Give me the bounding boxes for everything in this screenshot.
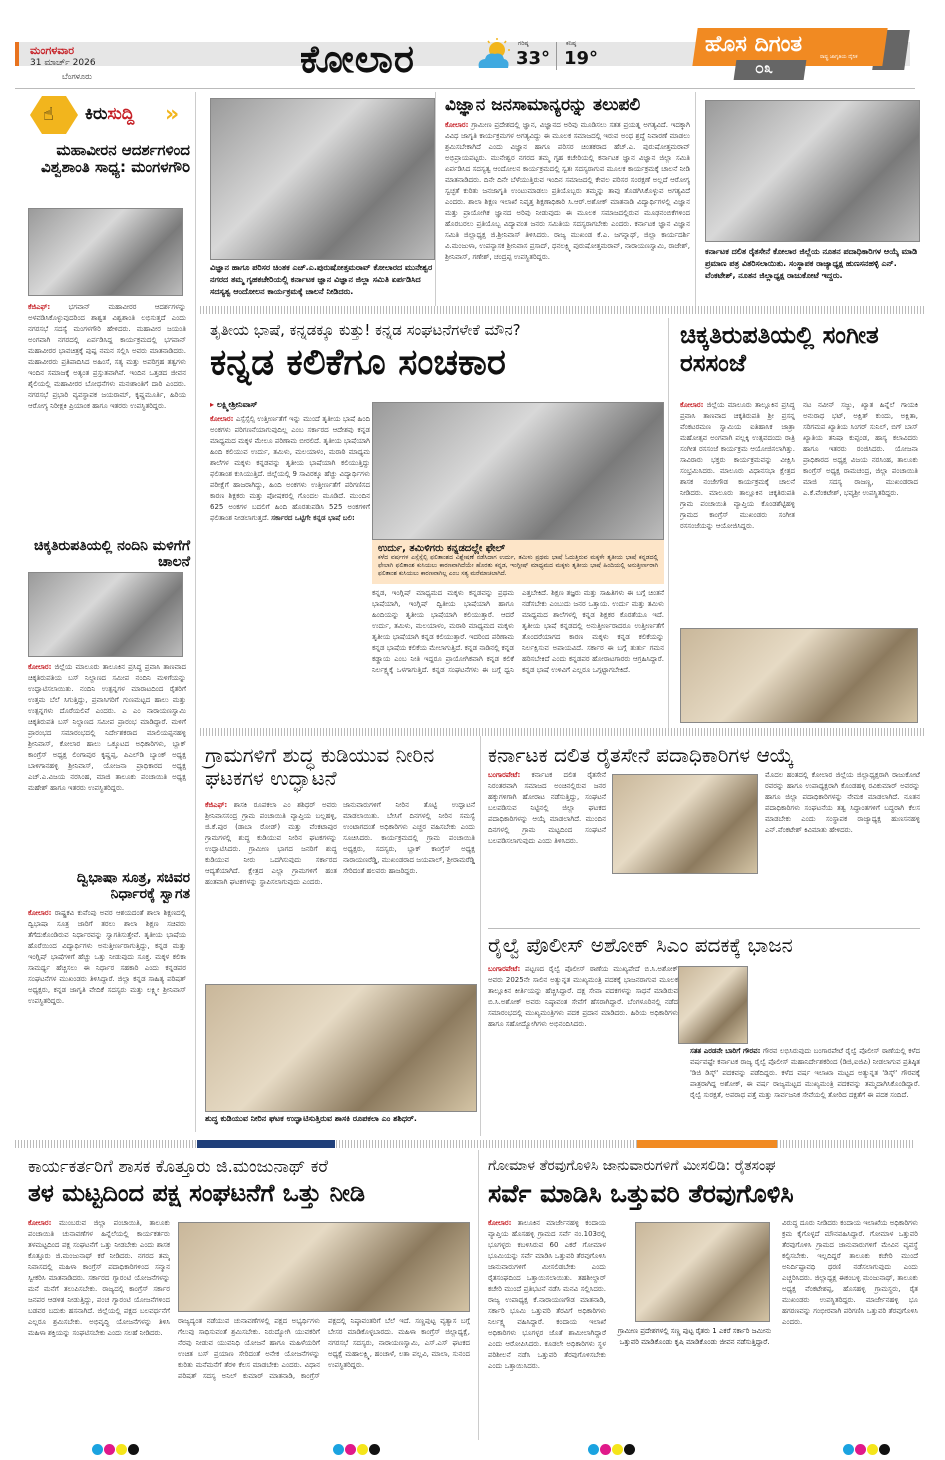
photo-kannada: [372, 402, 664, 540]
column-divider: [435, 92, 436, 312]
subhead: ಸರ್ಕಾರದ ಒಟ್ಟಿಗೇ ಕನ್ನಡ ಭಾಷೆ ಬಲಿ:: [271, 514, 355, 522]
partly-sunny-icon: [475, 38, 511, 72]
photo-vijnana: [210, 98, 435, 260]
article-manjunath-col2: ರಾಜ್ಯದ್ಯಂತ ನಡೆಯುವ ಚುನಾವಣೆಗಳಲ್ಲಿ ಪಕ್ಷದ ಅಭ್ಯರ್ಥಿಗಳು ಗೆಲುವು ಸಾಧಿಸುವಂತೆ ಶ್ರಮಿಸಬೇಕು. ನಿರುದ್ಯೋಗಿ ಯುವಕರಿಗೆ ನೆರವು ನೀಡುವ ಯುವನಿಧಿ ಯೋಜನೆ ಹಾಗೂ ಮಹಿಳೆಯರಿಗೆ ಉಚಿತ ಬಸ್ ಪ್ರಯಾಣ ಸೇರಿದಂತೆ ಅನೇಕ ಯೋಜನೆಗಳನ್ನು ಕುರಿತು ಮನೆಮನೆಗೆ ತೆರಳಿ ಕೆಲಸ ಮಾಡಬೇಕು ಎಂದರು. ವಿಧಾನ ಪರಿಷತ್ ಸದಸ್ಯ ಅನಿಲ್ ಕುಮಾರ್ ಮಾತನಾಡಿ, ಕಾಂಗ್ರೆಸ್ ಪಕ್ಷದಲ್ಲಿ ನಿಷ್ಠಾವಂತರಿಗೆ ಬೆಲೆ ಇದೆ. ಸಣ್ಣಪುಟ್ಟ ವ್ಯತ್ಯಾಸ ಬಗ್ಗೆ ಬೇಸರ ಮಾಡಿಕೊಳ್ಳಬಾರದು. ಮಹಿಳಾ ಕಾಂಗ್ರೆಸ್ ಜಿಲ್ಲಾಧ್ಯಕ್ಷೆ, ನಗರಸಭೆ ಸದಸ್ಯರು, ನಾರಾಯಣಸ್ವಾಮಿ, ಎಸ್.ಎಸ್ ಘಟಕದ ಅಧ್ಯಕ್ಷೆ ಮಹಾಲಕ್ಷ್ಮಿ, ಹಂಚಾಳೆ, ಲತಾ ಪಲ್ಲವಿ, ಮಾಲಾ, ಸುನಂದ ಉಪಸ್ಥಿತರಿದ್ದರು.: [178, 1317, 470, 1380]
registration-dot: [128, 1444, 139, 1455]
article-sangeetha-col1: [680, 400, 795, 622]
byline: [210, 400, 257, 410]
brand-logo: [685, 28, 910, 77]
registration-dot: [92, 1444, 103, 1455]
note-body: ಕಳೆದ ವರ್ಷಗಳ ಎಸ್ಸೆಸ್ಸೆಲ್ಸಿ ಫಲಿತಾಂಶದ ವಿಶ್ಲೇಷಣೆ ನಡೆಸಿದಾಗ ಉರ್ದು, ತಮಿಳು ಪ್ರಥಮ ಭಾಷೆ ಓದುತ್ತಿರುವ ಮಕ್ಕಳೇ ತೃತೀಯ ಭಾಷೆ ಕನ್ನಡದಲ್ಲಿ ಫೇಲಾಗಿ ಫಲಿತಾಂಶ ಕುಸಿಯಲು ಕಾರಣವಾಗಿದೆಯೇ ಹೊರತು ಕನ್ನಡ, ಇಂಗ್ಲೀಷ್ ಮಾಧ್ಯಮದ ಮಕ್ಕಳು ತೃತೀಯ ಭಾಷೆ ಹಿಂದಿಯಲ್ಲಿ ಅನುತ್ತೀರ್ಣರಾಗಿ ಫಲಿತಾಂಶ ಕುಸಿಯಲು ಕಾರಣವಾಗಿಲ್ಲ ಎಂಬ ಸತ್ಯ ಮರೆಮಾಚಲಾಗಿದೆ.: [378, 554, 658, 577]
registration-dot: [600, 1444, 611, 1455]
registration-marks: [333, 1440, 381, 1459]
caption-gomala: ಗ್ರಾಮೀಣ ಪ್ರದೇಶಗಳಲ್ಲಿ ಸಣ್ಣ ಪುಟ್ಟ ರೈತರು 1 ಎಕರೆ ಸರ್ಕಾರಿ ಜಮೀನು ಒತ್ತುವರಿ ಮಾಡಿಕೊಂಡು ಕೃಷಿ ಮಾಡಿಕೊಂಡು ಜೀವನ ನಡೆಸುತ್ತಿದ್ದಾರೆ.: [617, 1327, 772, 1346]
kicker-manjunath: ಕಾರ್ಯಕರ್ತರಿಗೆ ಶಾಸಕ ಕೊತ್ತೂರು ಜಿ.ಮಂಜುನಾಥ್ ಕರೆ: [28, 1157, 329, 1177]
article-body: ಭಗವಾನ್ ಮಹಾವೀರರ ಆದರ್ಶಗಳನ್ನು ಅಳವಡಿಸಿಕೊಳ್ಳುವುದರಿಂದ ಶಾಶ್ವತ ವಿಶ್ವಶಾಂತಿ ಲಭಿಸುತ್ತದೆ ಎಂದು ನಗರಸಭೆ ಸದಸ್ಯೆ ಮಂಗಳಗೌರಿ ಹೇಳಿದರು. ಮಹಾವೀರ ಜಯಂತಿ ಅಂಗವಾಗಿ ನಗರದಲ್ಲಿ ಏರ್ಪಡಿಸಿದ್ದ ಕಾರ್ಯಕ್ರಮದಲ್ಲಿ ಭಗವಾನ್ ಮಹಾವೀರರ ಭಾವಚಿತ್ರಕ್ಕೆ ಪುಷ್ಪ ನಮನ ಸಲ್ಲಿಸಿ ಅವರು ಮಾತನಾಡಿದರು. ಮಹಾವೀರರು ಪ್ರತಿಪಾದಿಸಿದ ಅಹಿಂಸೆ, ಸತ್ಯ ಮತ್ತು ಅಪರಿಗ್ರಹ ತತ್ವಗಳು ಇಂದಿನ ಸಮಾಜಕ್ಕೆ ಅತ್ಯಂತ ಪ್ರಸ್ತುತವಾಗಿವೆ. ಇಂದಿನ ಒತ್ತಡದ ಜೀವನ ಶೈಲಿಯಲ್ಲಿ ಮಹಾವೀರರ ಬೋಧನೆಗಳು ಮನಃಶಾಂತಿಗೆ ದಾರಿ ಎಂದರು. ನಗರಸಭೆ ಪ್ರಭಾರಿ ವ್ಯವಸ್ಥಾಪಕ ಜಯರಾಮ್, ಕೃಷ್ಣಮೂರ್ತಿ, ಹಿರಿಯ ಆರೋಗ್ಯ ನಿರೀಕ್ಷಕಿ ಪ್ರಿಯಾಂಕ ಹಾಗೂ ಇತರರು ಉಪಸ್ಥಿತರಿದ್ದರು.: [28, 303, 186, 410]
caption-dalita: ಕರ್ನಾಟಕ ದಲಿತ ರೈತಸೇನೆ ಕೋಲಾರ ಜಿಲ್ಲೆಯ ನೂತನ ಪದಾಧಿಕಾರಿಗಳ ಆಯ್ಕೆ ಮಾಡಿ ಪ್ರಮಾಣ ಪತ್ರ ವಿತರಿಸಲಾಯಿತು. ಸಂಸ್ಥಾಪಕ ರಾಜ್ಯಾಧ್ಯಕ್ಷ ಹುಣಸನಹಳ್ಳಿ ಎನ್. ವೆಂಕಟೇಶ್, ನೂತನ ಜಿಲ್ಲಾಧ್ಯಕ್ಷ ರಾಜುಕೋಟೆ ಇದ್ದರು.: [705, 247, 918, 280]
page-number: ೦೩: [755, 58, 773, 77]
dateline: ಕೋಲಾರ:: [488, 1219, 512, 1227]
registration-dot: [333, 1444, 344, 1455]
photo-ashok-portrait: [678, 966, 748, 1044]
article-dalita-col2: ಮೊದಲ ಹಂತದಲ್ಲಿ ಕೋಲಾರ ಜಿಲ್ಲೆಯ ಜಿಲ್ಲಾಧ್ಯಕ್ಷರಾಗಿ ರಾಜುಕೋಟೆ ರವರನ್ನು ಹಾಗೂ ಉಪಾಧ್ಯಕ್ಷರಾಗಿ ಕೊಂಡಹಳ್ಳಿ ರವಿಕುಮಾರ್ ಅವರನ್ನು ಹಾಗೂ ಜಿಲ್ಲಾ ಪದಾಧಿಕಾರಿಗಳನ್ನು ನೇಮಕ ಮಾಡಲಾಗಿದೆ. ನೂತನ ಪದಾಧಿಕಾರಿಗಳು ಸಂಘಟನೆಯ ತತ್ವ ಸಿದ್ಧಾಂತಗಳಿಗೆ ಬದ್ಧರಾಗಿ ಕೆಲಸ ಮಾಡಬೇಕು ಎಂದು ಸಂಸ್ಥಾಪಕ ರಾಜ್ಯಾಧ್ಯಕ್ಷ ಹುಣಸನಹಳ್ಳಿ ಎನ್.ವೆಂಕಟೇಶ್ ಕಿವಿಮಾತು ಹೇಳಿದರು.: [765, 771, 920, 834]
brand-name: ಹೊಸ ದಿಗಂತ: [705, 32, 803, 57]
registration-marks: [92, 1440, 140, 1459]
subhead: ಸತತ ಎರಡನೇ ಬಾರಿಗೆ ಗೌರವ:: [690, 1047, 761, 1055]
article-nirina-col2: ಜಾನುವಾರುಗಳಿಗೆ ನೀರಿನ ತೊಟ್ಟಿ ಉದ್ಘಾಟನೆ ಮಾಡಲಾಯಿತು. ಬೇಸಿಗೆ ದಿನಗಳಲ್ಲಿ ನೀರಿನ ಸಮಸ್ಯೆ ಉಂಟಾಗದಂತೆ ಅಧಿಕಾರಿಗಳು ಎಚ್ಚರ ವಹಿಸಬೇಕು ಎಂದು ಸೂಚಿಸಿದರು. ಕಾರ್ಯಕ್ರಮದಲ್ಲಿ ಗ್ರಾಮ ಪಂಚಾಯಿತಿ ಅಧ್ಯಕ್ಷರು, ಸದಸ್ಯರು, ಬ್ಲಾಕ್ ಕಾಂಗ್ರೆಸ್ ಅಧ್ಯಕ್ಷ ನಾರಾಯಣರೆಡ್ಡಿ, ಮುಖಂಡರಾದ ಜಯಪಾಲ್, ಶ್ರೀರಾಮರೆಡ್ಡಿ ಸೇರಿದಂತೆ ಹಲವರು ಹಾಜರಿದ್ದರು.: [343, 801, 475, 875]
article-dvibhasha: [28, 908, 186, 1138]
temp-divider: [556, 42, 557, 70]
dateline: ಬಂಗಾರಪೇಟೆ:: [488, 965, 521, 973]
article-mahaveera: [28, 302, 186, 502]
article-body: ಜಿಲ್ಲೆಯ ಮಾಲೂರು ತಾಲೂಕಿನ ಪ್ರಸಿದ್ಧ ಪ್ರವಾಸಿ ತಾಣವಾದ ಚಿಕ್ಕತಿರುಪತಿಯ ಬಸ್ ನಿಲ್ದಾಣದ ಸಮೀಪ ನಂದಿನಿ ಮಳಿಗೆಯನ್ನು ಉದ್ಘಾಟಿಸಲಾಯಿತು. ನಂದಿನಿ ಉತ್ಪನ್ನಗಳ ಮಾರಾಟದಿಂದ ರೈತರಿಗೆ ಉತ್ತಮ ಬೆಲೆ ಸಿಗುತ್ತಿದ್ದು, ಪ್ರವಾಸಿಗರಿಗೆ ಗುಣಮಟ್ಟದ ಹಾಲು ಮತ್ತು ಉತ್ಪನ್ನಗಳು ದೊರೆಯಲಿವೆ ಎಂದರು. ಎ ಎಂ ನಾರಾಯಣಸ್ವಾಮಿ ಚಿಕ್ಕತಿರುಪತಿ ಬಸ್ ನಿಲ್ದಾಣದ ಸಮೀಪ ಪ್ರಾರಂಭ ಮಾಡಿದ್ದಾರೆ. ಮಳಿಗೆ ಪ್ರಾರಂಭದ ಸಮಾರಂಭದಲ್ಲಿ ನಿರ್ದೇಶಕರಾದ ಮಾಲಿಯಪ್ಪನಹಳ್ಳಿ ಶ್ರೀನಿವಾಸ್, ಕೋಲಾರ ಹಾಲು ಒಕ್ಕೂಟದ ಅಧಿಕಾರಿಗಳು, ಬ್ಲಾಕ್ ಕಾಂಗ್ರೆಸ್ ಅಧ್ಯಕ್ಷ ಲಿಂಗಾಪುರ ಕೃಷ್ಣಪ್ಪ, ಪಿಎಲ್‌ಡಿ ಬ್ಯಾಂಕ್ ಅಧ್ಯಕ್ಷ ಬಾಳಿಗಾನಹಳ್ಳಿ ಶ್ರೀನಿವಾಸ್, ಯೋಜನಾ ಪ್ರಾಧಿಕಾರದ ಅಧ್ಯಕ್ಷ ಎಚ್.ಎ.ವಿಜಯ ನರಸಿಂಹ, ಮಾಜಿ ತಾಲೂಕು ಪಂಚಾಯಿತಿ ಅಧ್ಯಕ್ಷ ಮಹೇಶ್ ಹಾಗೂ ಇತರರು ಉಪಸ್ಥಿತರಿದ್ದರು.: [28, 663, 186, 792]
article-kannada-col1: [210, 414, 370, 724]
color-bar-orange: [637, 1140, 777, 1148]
section-divider: [15, 1140, 915, 1148]
photo-nirina: [205, 984, 477, 1112]
headline-kannada: ಕನ್ನಡ ಕಲಿಕೆಗೂ ಸಂಚಕಾರ: [210, 342, 506, 383]
page-title: ಕೋಲಾರ: [300, 36, 415, 81]
dateline: ಕೋಲಾರ:: [28, 909, 52, 917]
column-divider: [668, 318, 669, 728]
dateline: ಕೋಲಾರ:: [210, 415, 234, 423]
photo-dalita-group: [612, 774, 758, 874]
article-body: ರಾಷ್ಟ್ರಕವಿ ಕುವೆಂಪು ಅವರ ಆಶಯದಂತೆ ಶಾಲಾ ಶಿಕ್ಷಣದಲ್ಲಿ ದ್ವಿಭಾಷಾ ಸೂತ್ರ ಜಾರಿಗೆ ತರಲು ಶಾಲಾ ಶಿಕ್ಷಣ ಸಚಿವರು ತೆಗೆದುಕೊಂಡಿರುವ ನಿರ್ಧಾರವನ್ನು ಸ್ವಾಗತಿಸುತ್ತೇವೆ. ತೃತೀಯ ಭಾಷೆಯ ಹೊರೆಯಿಂದ ವಿದ್ಯಾರ್ಥಿಗಳು ಅನುತ್ತೀರ್ಣರಾಗುತ್ತಿದ್ದು, ಕನ್ನಡ ಮತ್ತು ಇಂಗ್ಲಿಷ್ ಭಾಷೆಗಳಿಗೆ ಹೆಚ್ಚು ಒತ್ತು ನೀಡುವುದು ಸೂಕ್ತ. ಮಕ್ಕಳ ಕಲಿಕಾ ಸಾಮರ್ಥ್ಯ ಹೆಚ್ಚಿಸಲು ಈ ನಿರ್ಧಾರ ಸಹಕಾರಿ ಎಂದು ಕನ್ನಡಪರ ಸಂಘಟನೆಗಳ ಮುಖಂಡರು ತಿಳಿಸಿದ್ದಾರೆ. ಜಿಲ್ಲಾ ಕನ್ನಡ ಸಾಹಿತ್ಯ ಪರಿಷತ್ ಅಧ್ಯಕ್ಷರು, ಕನ್ನಡ ಜಾಗೃತಿ ವೇದಿಕೆ ಸದಸ್ಯರು ಮತ್ತು ಲಕ್ಷ್ಮೀ ಶ್ರೀನಿವಾಸ್ ಉಪಸ್ಥಿತರಿದ್ದರು.: [28, 909, 186, 1005]
column-divider: [480, 736, 481, 1136]
edition-city: ಬೆಂಗಳೂರು: [62, 72, 92, 81]
article-body: ಪಟ್ಟಣದ ರೈಲ್ವೆ ಪೊಲೀಸ್ ಠಾಣೆಯ ಮುಖ್ಯಪೇದೆ ಬಿ.ಸಿ.ಅಶೋಕ್ ಅವರು 2025ನೇ ಸಾಲಿನ ಅತ್ಯುನ್ನತ ಮುಖ್ಯಮಂತ್ರಿ ಪದಕಕ್ಕೆ ಭಾಜನರಾಗುವ ಮೂಲಕ ತಾಲ್ಲೂಕಿನ ಕೀರ್ತಿಯನ್ನು ಹೆಚ್ಚಿಸಿದ್ದಾರೆ. ದಕ್ಷ ಸೇವಾ ಪದಕಗಳನ್ನು ಸಾಧನೆ ಮಾಡಿರುವ ಬಿ.ಸಿ.ಅಶೋಕ್ ಅವರು ನಿಷ್ಠಾವಂತ ಸೇವೆಗೆ ಹೆಸರಾಗಿದ್ದಾರೆ. ಬೆಂಗಳೂರಿನಲ್ಲಿ ನಡೆದ ಸಮಾರಂಭದಲ್ಲಿ ಮುಖ್ಯಮಂತ್ರಿಗಳು ಪದಕ ಪ್ರದಾನ ಮಾಡಿದರು. ಹಿರಿಯ ಅಧಿಕಾರಿಗಳು ಹಾಗೂ ಸಹೋದ್ಯೋಗಿಗಳು ಅಭಿನಂದಿಸಿದರು.: [488, 965, 678, 1028]
temp-max-label: ಗರಿಷ್ಠ: [518, 40, 529, 47]
headline-mahaveera: ಮಹಾವೀರನ ಆದರ್ಶಗಳಿಂದ ವಿಶ್ವಶಾಂತಿ ಸಾಧ್ಯ: ಮಂಗಳಗೌರಿ: [41, 141, 190, 177]
photo-mahaveera: [28, 208, 183, 296]
article-body: ಜಿಲ್ಲೆಯ ಮಾಲೂರು ತಾಲ್ಲೂಕಿನ ಪ್ರಸಿದ್ಧ ಪ್ರವಾಸಿ ತಾಣವಾದ ಚಿಕ್ಕತಿರುಪತಿ ಶ್ರೀ ಪ್ರಸನ್ನ ವೆಂಕಟರಮಣ ಸ್ವಾಮಿಯ ಐತಿಹಾಸಿಕ ಜಾತ್ರಾ ಮಹೋತ್ಸವ ಅಂಗವಾಗಿ ಪಲ್ಲಕ್ಕಿ ಉತ್ಸವದಂದು ರಾತ್ರಿ ಸಂಗೀತ ರಸಸಂಜೆ ಕಾರ್ಯಕ್ರಮ ಆಯೋಜಿಸಲಾಗಿತ್ತು. ಸಾವಿರಾರು ಭಕ್ತರು ಕಾರ್ಯಕ್ರಮವನ್ನು ವೀಕ್ಷಿಸಿ ಸಂಭ್ರಮಿಸಿದರು. ಮಾಲೂರು ವಿಧಾನಸಭಾ ಕ್ಷೇತ್ರದ ಶಾಸಕ ನಂಜೇಗೌಡ ಕಾರ್ಯಕ್ರಮಕ್ಕೆ ಚಾಲನೆ ನೀಡಿದರು. ಮಾಲೂರು ತಾಲ್ಲೂಕಿನ ಚಿಕ್ಕತಿರುಪತಿ ಗ್ರಾಮ ಪಂಚಾಯಿತಿ ವ್ಯಾಪ್ತಿಯ ಕೊಂಡಶೆಟ್ಟಿಹಳ್ಳಿ ಗ್ರಾಮದ ಕಾಂಗ್ರೆಸ್ ಮುಖಂಡರು ಸಂಗೀತ ರಸಸಂಜೆಯನ್ನು ಆಯೋಜಿಸಿದ್ದರು.: [680, 401, 795, 530]
article-nandini: [28, 662, 186, 862]
kicker-gomala: ಗೋಮಾಳ ತೆರವುಗೊಳಿಸಿ ಜಾನುವಾರುಗಳಿಗೆ ಮೀಸಲಿಡಿ: ರೈತಸಂಘ: [488, 1158, 776, 1174]
article-body: ಕರ್ನಾಟಕ ದಲಿತ ರೈತಸೇನೆ ನಿರಂತರವಾಗಿ ಸಮಾಜದ ಅಂಚಿನಲ್ಲಿರುವ ಜನರ ಹಕ್ಕುಗಳಿಗಾಗಿ ಹೋರಾಟ ನಡೆಸುತ್ತಿದ್ದು, ಸಂಘಟನೆ ಬಲಪಡಿಸುವ ನಿಟ್ಟಿನಲ್ಲಿ ಜಿಲ್ಲಾ ಘಟಕದ ಪದಾಧಿಕಾರಿಗಳನ್ನು ಆಯ್ಕೆ ಮಾಡಲಾಗಿದೆ. ಮುಂದಿನ ದಿನಗಳಲ್ಲಿ ಗ್ರಾಮ ಮಟ್ಟದಿಂದ ಸಂಘಟನೆ ಬಲಪಡಿಸಲಾಗುವುದು ಎಂದು ತಿಳಿಸಿದರು.: [488, 771, 606, 845]
registration-dot: [624, 1444, 635, 1455]
kicker-kannada: ತೃತೀಯ ಭಾಷೆ, ಕನ್ನಡಕ್ಕೂ ಕುತ್ತು! ಕನ್ನಡ ಸಂಘಟನೆಗಳೇಕೆ ಮೌನ?: [210, 321, 521, 339]
registration-dot: [357, 1444, 368, 1455]
pinch-hand-icon: ☝: [43, 104, 54, 125]
temp-max: 33°: [516, 48, 551, 69]
byline-name: ಲಕ್ಷ್ಮೀಶ್ರೀನಿವಾಸ್: [216, 400, 258, 409]
header-rule: [15, 88, 915, 89]
caption-vijnana: ವಿಜ್ಞಾನ ಹಾಗೂ ಪರಿಸರ ಚಿಂತಕ ಎಚ್.ಎ.ಪುರುಷೋತ್ತಮರಾವ್ ಕೋಲಾರದ ಮುನೇಶ್ವರ ನಗರದ ತಮ್ಮ ಗೃಹಕಚೇರಿಯಲ್ಲಿ ಕರ್ನಾಟಕ ಜ್ಞಾನ ವಿಜ್ಞಾನ ಜಿಲ್ಲಾ ಸಮಿತಿ ಏರ್ಪಡಿಸಿದ ಸದಸ್ಯತ್ವ ಆಂದೋಲನ ಕಾರ್ಯಕ್ರಮಕ್ಕೆ ಚಾಲನೆ ನೀಡಿದರು.: [210, 263, 433, 296]
article-kannada-col2: ಕನ್ನಡ, ಇಂಗ್ಲಿಷ್ ಮಾಧ್ಯಮದ ಮಕ್ಕಳು ಕನ್ನಡವನ್ನು ಪ್ರಥಮ ಭಾಷೆಯಾಗಿ, ಇಂಗ್ಲಿಷ್ ದ್ವಿತೀಯ ಭಾಷೆಯಾಗಿ ಹಾಗೂ ಹಿಂದಿಯನ್ನು ತೃತೀಯ ಭಾಷೆಯಾಗಿ ಕಲಿಯುತ್ತಾರೆ. ಆದರೆ ಉರ್ದು, ತಮಿಳು, ಮಲಯಾಳಂ, ಮರಾಠಿ ಮಾಧ್ಯಮದ ಮಕ್ಕಳು ತೃತೀಯ ಭಾಷೆಯಾಗಿ ಕನ್ನಡ ಕಲಿಯುತ್ತಾರೆ. ಇದರಿಂದ ಪರಿಣಾಮ ಕನ್ನಡ ಭಾಷೆಯ ಕಲಿಕೆಯ ಮೇಲಾಗುತ್ತಿದೆ. ಕನ್ನಡ ನಾಡಿನಲ್ಲಿ ಕನ್ನಡ ಕಡ್ಡಾಯ ಎಂಬ ನೀತಿ ಇದ್ದರೂ ಪ್ರಾಯೋಗಿಕವಾಗಿ ಕನ್ನಡ ಕಲಿಕೆ ನಿರ್ಲಕ್ಷ್ಯಕ್ಕೆ ಒಳಗಾಗುತ್ತಿದೆ. ಕನ್ನಡ ಸಂಘಟನೆಗಳು ಈ ಬಗ್ಗೆ ಧ್ವನಿ ಎತ್ತಬೇಕಿದೆ. ಶಿಕ್ಷಣ ತಜ್ಞರು ಮತ್ತು ಸಾಹಿತಿಗಳು ಈ ಬಗ್ಗೆ ಚಿಂತನೆ ನಡೆಸಬೇಕು ಎಂಬುದು ಜನರ ಒತ್ತಾಯ. ಉರ್ದು ಮತ್ತು ತಮಿಳು ಮಾಧ್ಯಮದ ಶಾಲೆಗಳಲ್ಲಿ ಕನ್ನಡ ಶಿಕ್ಷಕರ ಕೊರತೆಯೂ ಇದೆ. ತೃತೀಯ ಭಾಷೆ ಕನ್ನಡದಲ್ಲಿ ಅನುತ್ತೀರ್ಣರಾದರೂ ಉತ್ತೀರ್ಣತೆಗೆ ತೊಂದರೆಯಾಗದ ಕಾರಣ ಮಕ್ಕಳು ಕನ್ನಡ ಕಲಿಕೆಯನ್ನು ನಿರ್ಲಕ್ಷಿಸುವ ಅಪಾಯವಿದೆ. ಸರ್ಕಾರ ಈ ಬಗ್ಗೆ ತುರ್ತು ಗಮನ ಹರಿಸಬೇಕಿದೆ ಎಂದು ಕನ್ನಡಪರ ಹೋರಾಟಗಾರರು ಆಗ್ರಹಿಸಿದ್ದಾರೆ. ಕನ್ನಡ ಭಾಷೆ ಉಳಿವಿಗೆ ಎಲ್ಲರೂ ಒಗ್ಗಟ್ಟಾಗಬೇಕಿದೆ.: [372, 589, 664, 674]
note-headline: ಉರ್ದು, ತಮಿಳಿಗರು ಕನ್ನಡದಲ್ಲೇ ಫೇಲ್: [378, 543, 506, 554]
masthead-accent: [15, 42, 19, 66]
registration-dot: [867, 1444, 878, 1455]
note-box: [372, 540, 664, 584]
article-dalita-col1: [488, 770, 606, 910]
dateline: ಕೋಲಾರ:: [680, 401, 704, 409]
headline-gomala: ಸರ್ವೆ ಮಾಡಿಸಿ ಒತ್ತುವರಿ ತೆರವುಗೊಳಿಸಿ: [488, 1179, 794, 1208]
headline-sangeetha: ಚಿಕ್ಕತಿರುಪತಿಯಲ್ಲಿ ಸಂಗೀತ ರಸಸಂಜೆ: [680, 321, 879, 377]
headline-dalita: ಕರ್ನಾಟಕ ದಲಿತ ರೈತಸೇನೆ ಪದಾಧಿಕಾರಿಗಳ ಆಯ್ಕೆ: [488, 743, 794, 767]
headline-nirina: ಗ್ರಾಮಗಳಿಗೆ ಶುದ್ಧ ಕುಡಿಯುವ ನೀರಿನ ಘಟಕಗಳ ಉದ್ಘಾಟನೆ: [205, 743, 435, 790]
dateline: ಕೋಲಾರ:: [445, 121, 469, 129]
headline-dvibhasha: ದ್ವಿಭಾಷಾ ಸೂತ್ರ, ಸಚಿವರ ನಿರ್ಧಾರಕ್ಕೆ ಸ್ವಾಗತ: [76, 870, 190, 903]
article-body: ಮುಂಬರುವ ಜಿಲ್ಲಾ ಪಂಚಾಯಿತಿ, ತಾಲೂಕು ಪಂಚಾಯಿತಿ ಚುನಾವಣೆಗಳ ಹಿನ್ನೆಲೆಯಲ್ಲಿ ಕಾರ್ಯಕರ್ತರು ತಳಮಟ್ಟದಿಂದ ಪಕ್ಷ ಸಂಘಟನೆಗೆ ಒತ್ತು ನೀಡಬೇಕು ಎಂದು ಶಾಸಕ ಕೊತ್ತೂರು ಜಿ.ಮಂಜುನಾಥ್ ಕರೆ ನೀಡಿದರು. ನಗರದ ತಮ್ಮ ನಿವಾಸದಲ್ಲಿ ಮಹಿಳಾ ಕಾಂಗ್ರೆಸ್ ಪದಾಧಿಕಾರಿಗಳಿಂದ ಸನ್ಮಾನ ಸ್ವೀಕರಿಸಿ ಮಾತನಾಡಿದರು. ಸರ್ಕಾರದ ಗ್ಯಾರಂಟಿ ಯೋಜನೆಗಳನ್ನು ಮನೆ ಮನೆಗೆ ತಲುಪಿಸಬೇಕು. ರಾಜ್ಯದಲ್ಲಿ ಕಾಂಗ್ರೆಸ್ ಸರ್ಕಾರ ಜನಪರ ಆಡಳಿತ ನೀಡುತ್ತಿದ್ದು, ಪಂಚ ಗ್ಯಾರಂಟಿ ಯೋಜನೆಗಳಿಂದ ಬಡವರ ಬದುಕು ಹಸನಾಗಿದೆ. ಜಿಲ್ಲೆಯಲ್ಲಿ ಪಕ್ಷದ ಬಲವರ್ಧನೆಗೆ ಎಲ್ಲರೂ ಶ್ರಮಿಸಬೇಕು. ಅಭಿವೃದ್ಧಿ ಯೋಜನೆಗಳನ್ನು ತಿಳಿಸಿ ಮಹಿಳಾ ಶಕ್ತಿಯನ್ನು ಸಂಘಟಿಸಬೇಕು ಎಂದು ಸಲಹೆ ನೀಡಿದರು.: [28, 1219, 170, 1337]
color-bar-blue: [197, 1140, 335, 1148]
article-gomala-col2: ವಿರುದ್ಧ ದೂರು ನೀಡಿದರು ಕಂದಾಯ ಇಲಾಖೆಯ ಅಧಿಕಾರಿಗಳು ಕ್ರಮ ಕೈಗೊಳ್ಳದೆ ಮೌನವಹಿಸಿದ್ದಾರೆ. ಗೋಮಾಳ ಒತ್ತುವರಿ ತೆರವುಗೊಳಿಸಿ ಗ್ರಾಮದ ಜಾನುವಾರುಗಳಿಗೆ ಮೇವಿನ ವ್ಯವಸ್ಥೆ ಕಲ್ಪಿಸಬೇಕು. ಇಲ್ಲದಿದ್ದರೆ ತಾಲೂಕು ಕಚೇರಿ ಮುಂದೆ ಅನಿರ್ದಿಷ್ಟಾವಧಿ ಧರಣಿ ನಡೆಸಲಾಗುವುದು ಎಂದು ಎಚ್ಚರಿಸಿದರು. ಜಿಲ್ಲಾಧ್ಯಕ್ಷ ಈಕಂಬಳ್ಳಿ ಮಂಜುನಾಥ್, ತಾಲೂಕು ಅಧ್ಯಕ್ಷ ವೆಂಕಟೇಶಪ್ಪ, ಹೊಸಹಳ್ಳಿ ಗ್ರಾಮಸ್ಥರು, ರೈತ ಮುಖಂಡರು ಉಪಸ್ಥಿತರಿದ್ದರು. ಮಾರ್ಜೇನಹಳ್ಳಿ ಭೂ ಹಗರಣವನ್ನು ಗಂಭೀರವಾಗಿ ಪರಿಗಣಿಸಿ ಒತ್ತುವರಿ ತೆರವುಗೊಳಿಸಿ ಎಂದರು.: [782, 1219, 918, 1326]
dateline: ಕೋಲಾರ:: [28, 663, 52, 671]
registration-dot: [345, 1444, 356, 1455]
registration-marks: [843, 1440, 891, 1459]
issue-day: ಮಂಗಳವಾರ: [30, 44, 75, 57]
dateline: ಕೆಜಿಎಫ್:: [28, 303, 51, 311]
registration-dot: [879, 1444, 890, 1455]
kirusuddi-label-b: ಸುದ್ದಿ: [107, 104, 135, 124]
registration-dot: [843, 1444, 854, 1455]
article-body: ಎಸ್ಸೆಸ್ಸೆಲ್ಸಿ ಉತ್ತೀರ್ಣತೆಗೆ ಇನ್ನು ಮುಂದೆ ತೃತೀಯ ಭಾಷೆ ಹಿಂದಿ ಅಂಕಗಳು ಪರಿಗಣನೆಯಾಗುವುದಿಲ್ಲ ಎಂಬ ಸರ್ಕಾರದ ಆದೇಶವು ಕನ್ನಡ ಮಾಧ್ಯಮದ ಮಕ್ಕಳ ಮೇಲೂ ಪರಿಣಾಮ ಬೀರಲಿದೆ. ತೃತೀಯ ಭಾಷೆಯಾಗಿ ಹಿಂದಿ ಕಲಿಯುವ ಉರ್ದು, ತಮಿಳು, ಮಲಯಾಳಂ, ಮರಾಠಿ ಮಾಧ್ಯಮ ಶಾಲೆಗಳ ಮಕ್ಕಳು ಕನ್ನಡವನ್ನು ತೃತೀಯ ಭಾಷೆಯಾಗಿ ಕಲಿಯುತ್ತಿದ್ದು ಫಲಿತಾಂಶ ಕುಸಿಯುತ್ತಿದೆ. ಜಿಲ್ಲೆಯಲ್ಲಿ 9 ಸಾವಿರಕ್ಕೂ ಹೆಚ್ಚು ವಿದ್ಯಾರ್ಥಿಗಳು ಪರೀಕ್ಷೆಗೆ ಹಾಜರಾಗಿದ್ದು, ಹಿಂದಿ ಅಂಕಗಳು ಉತ್ತೀರ್ಣತೆಗೆ ಪರಿಗಣಿಸದ ಕಾರಣ ಶಿಕ್ಷಕರು ಮತ್ತು ಪೋಷಕರಲ್ಲಿ ಗೊಂದಲ ಮೂಡಿದೆ. ಮುಂದಿನ 625 ಅಂಕಗಳ ಬದಲಿಗೆ ಹಿಂದಿ ಹೊರತುಪಡಿಸಿ 525 ಅಂಕಗಳಿಗೆ ಫಲಿತಾಂಶ ನೀಡಲಾಗುತ್ತದೆ.: [210, 415, 370, 522]
headline-nandini: ಚಿಕ್ಕತಿರುಪತಿಯಲ್ಲಿ ನಂದಿನಿ ಮಳಿಗೆಗೆ ಚಾಲನೆ: [33, 538, 190, 571]
photo-manjunath: [178, 1222, 470, 1312]
article-vijnana: [445, 120, 690, 300]
column-divider: [695, 92, 696, 312]
temp-min-label: ಕನಿಷ್ಠ: [566, 40, 577, 47]
temp-min: 19°: [564, 48, 599, 69]
article-railway-col2: [690, 1046, 920, 1136]
bullet-icon: ▸: [210, 400, 215, 409]
registration-marks: [588, 1440, 636, 1459]
registration-dot: [369, 1444, 380, 1455]
article-nirina-col1: [205, 800, 337, 975]
article-railway-side: [752, 964, 920, 1044]
article-manjunath-col1: [28, 1218, 170, 1440]
brand-tagline: ರಾಷ್ಟ್ರ ಜಾಗೃತಿಯ ದೈನಿಕ: [820, 54, 858, 60]
photo-dalita: [705, 100, 920, 242]
photo-gomala: [635, 1222, 770, 1322]
dateline: ಕೆಜಿಎಫ್:: [205, 801, 228, 809]
article-gomala-col1: [488, 1218, 606, 1440]
photo-nandini: [28, 572, 183, 657]
registration-dot: [612, 1444, 623, 1455]
kirusuddi-label: [30, 96, 190, 134]
registration-dot: [116, 1444, 127, 1455]
column-divider: [478, 1150, 479, 1440]
article-railway-col1: [488, 964, 678, 1134]
kirusuddi-title: [85, 104, 134, 124]
column-divider: [195, 92, 196, 1132]
photo-sangeetha: [680, 628, 918, 723]
section-divider: [200, 728, 925, 736]
section-rule: [488, 928, 920, 929]
article-sangeetha-col2: ನಟ ನವೀನ್ ಸಜ್ಜು, ಖ್ಯಾತ ಹಿನ್ನೆಲೆ ಗಾಯಕಿ ಅನುರಾಧ ಭಟ್, ಅಕ್ಷಿತ್ ಕುಂದು, ಅಕ್ಷಿತಾ, ಸರಿಗಮಪ ಖ್ಯಾತಿಯ ಸಿಂಗರ್ ಸುನಿಲ್, ಬಿಗ್ ಬಾಸ್ ಖ್ಯಾತಿಯ ತನಿಷಾ ಕುಪ್ಪಂಡ, ಹಾಸ್ಯ ಕಲಾವಿದರು ಹಾಗೂ ಇತರರು ರಂಜಿಸಿದರು. ಯೋಜನಾ ಪ್ರಾಧಿಕಾರದ ಅಧ್ಯಕ್ಷ ವಿಜಯ ನರಸಿಂಹ, ತಾಲೂಕು ಕಾಂಗ್ರೆಸ್ ಅಧ್ಯಕ್ಷ ರಾಮಚಂದ್ರ, ಜಿಲ್ಲಾ ಪಂಚಾಯಿತಿ ಮಾಜಿ ಸದಸ್ಯ ರಾಜಣ್ಣ, ಮುಖಂಡರಾದ ಎ.ಕೆ.ವೆಂಕಟೇಶ್, ಭವ್ಯಶ್ರೀ ಉಪಸ್ಥಿತರಿದ್ದರು.: [803, 401, 918, 497]
article-body: ಶಾಸಕಿ ರೂಪಕಲಾ ಎಂ ಶಶಿಧರ್ ಅವರು ಶ್ರೀನಿವಾಸಸಂದ್ರ ಗ್ರಾಮ ಪಂಚಾಯಿತಿ ವ್ಯಾಪ್ತಿಯ ಬಲ್ಲಹಳ್ಳಿ, ಜಿ.ಕೆ.ಪುರ (ಡಾಬಾ ರೋಡ್) ಮತ್ತು ವೆಂಕಟಾಪುರ ಗ್ರಾಮಗಳಲ್ಲಿ ಶುದ್ಧ ಕುಡಿಯುವ ನೀರಿನ ಘಟಕಗಳನ್ನು ಉದ್ಘಾಟಿಸಿದರು. ಗ್ರಾಮೀಣ ಭಾಗದ ಜನರಿಗೆ ಶುದ್ಧ ಕುಡಿಯುವ ನೀರು ಒದಗಿಸುವುದು ಸರ್ಕಾರದ ಆದ್ಯತೆಯಾಗಿದೆ. ಕ್ಷೇತ್ರದ ಎಲ್ಲಾ ಗ್ರಾಮಗಳಿಗೆ ಹಂತ ಹಂತವಾಗಿ ಘಟಕಗಳನ್ನು ಸ್ಥಾಪಿಸಲಾಗುವುದು ಎಂದರು.: [205, 801, 337, 886]
chevron-right-icon: »: [165, 102, 180, 127]
registration-dot: [855, 1444, 866, 1455]
caption-nirina: ಶುದ್ಧ ಕುಡಿಯುವ ನೀರಿನ ಘಟಕ ಉದ್ಘಾಟಿಸುತ್ತಿರುವ ಶಾಸಕಿ ರೂಪಕಲಾ ಎಂ ಶಶಿಧರ್.: [205, 1114, 417, 1123]
section-divider: [200, 306, 925, 314]
article-body: ತಾಲೂಕಿನ ಮಾರ್ಜೇನಹಳ್ಳಿ ಕಂದಾಯ ವ್ಯಾಪ್ತಿಯ ಹೊಸಹಳ್ಳಿ ಗ್ರಾಮದ ಸರ್ವೆ ನಂ.103ರಲ್ಲಿ ಭೂಗಳ್ಳರು ಕಬಳಿಸಿರುವ 60 ಎಕರೆ ಗೋಮಾಳ ಭೂಮಿಯನ್ನು ಸರ್ವೆ ಮಾಡಿಸಿ ಒತ್ತುವರಿ ತೆರವುಗೊಳಿಸಿ ಜಾನುವಾರುಗಳಿಗೆ ಮೀಸಲಿಡಬೇಕು ಎಂದು ರೈತಸಂಘದಿಂದ ಒತ್ತಾಯಿಸಲಾಯಿತು. ತಹಶೀಲ್ದಾರ್ ಕಚೇರಿ ಮುಂದೆ ಪ್ರತಿಭಟನೆ ನಡೆಸಿ ಮನವಿ ಸಲ್ಲಿಸಿದರು. ರಾಜ್ಯ ಉಪಾಧ್ಯಕ್ಷ ಕೆ.ನಾರಾಯಣಗೌಡ ಮಾತನಾಡಿ, ಸರ್ಕಾರಿ ಭೂಮಿ ಒತ್ತುವರಿ ತೆರವಿಗೆ ಅಧಿಕಾರಿಗಳು ನಿರ್ಲಕ್ಷ್ಯ ವಹಿಸಿದ್ದಾರೆ. ಕಂದಾಯ ಇಲಾಖೆ ಅಧಿಕಾರಿಗಳು ಭೂಗಳ್ಳರ ಜೊತೆ ಶಾಮೀಲಾಗಿದ್ದಾರೆ ಎಂದು ಆರೋಪಿಸಿದರು. ಕೂಡಲೇ ಅಧಿಕಾರಿಗಳು ಸ್ಥಳ ಪರಿಶೀಲನೆ ನಡೆಸಿ ಒತ್ತುವರಿ ತೆರವುಗೊಳಿಸಬೇಕು ಎಂದು ಒತ್ತಾಯಿಸಿದರು.: [488, 1219, 606, 1370]
registration-dot: [104, 1444, 115, 1455]
kirusuddi-badge: [30, 96, 78, 134]
article-body: ಗೌರವ ಲಭಿಸಿರುವುದು ಬಂಗಾರಪೇಟೆ ರೈಲ್ವೆ ಪೊಲೀಸ್ ಠಾಣೆಯಲ್ಲಿ ಕಳೆದ ವರ್ಷವಷ್ಟೇ ಕರ್ನಾಟಕ ರಾಜ್ಯ ರೈಲ್ವೆ ಪೊಲೀಸ್ ಮಹಾನಿರ್ದೇಶಕರಿಂದ (ಡಿಜಿ,ಐಜಿಪಿ) ನೀಡಲಾಗುವ ಪ್ರತಿಷ್ಠಿತ 'ಡಿಜಿ ಡಿಸ್ಕ್' ಪದಕವನ್ನು ಪಡೆದಿದ್ದರು. ಕಳೆದ ವರ್ಷ ಇಲಾಖಾ ಮಟ್ಟದ ಅತ್ಯುನ್ನತ 'ಡಿಸ್ಕ್' ಗೌರವಕ್ಕೆ ಪಾತ್ರರಾಗಿದ್ದ ಅಶೋಕ್, ಈ ವರ್ಷ ರಾಜ್ಯಮಟ್ಟದ ಮುಖ್ಯಮಂತ್ರಿ ಪದಕವನ್ನು ತಮ್ಮದಾಗಿಸಿಕೊಂಡಿದ್ದಾರೆ. ರೈಲ್ವೆ ಸುರಕ್ಷತೆ, ಅಪರಾಧ ಪತ್ತೆ ಮತ್ತು ಸಾರ್ವಜನಿಕ ಸೇವೆಯಲ್ಲಿ ತೋರಿದ ದಕ್ಷತೆಗೆ ಈ ಪದಕ ಸಂದಿದೆ.: [690, 1047, 920, 1099]
issue-date: 31 ಮಾರ್ಚ್ 2026: [30, 58, 96, 68]
kirusuddi-label-a: ಕಿರು: [85, 104, 108, 124]
dateline: ಕೋಲಾರ:: [28, 1219, 52, 1227]
headline-railway: ರೈಲ್ವೆ ಪೊಲೀಸ್ ಅಶೋಕ್ ಸಿಎಂ ಪದಕಕ್ಕೆ ಭಾಜನ: [488, 933, 793, 957]
registration-dot: [588, 1444, 599, 1455]
article-body: ಗ್ರಾಮೀಣ ಪ್ರದೇಶದಲ್ಲಿ ಜ್ಞಾನ, ವಿಜ್ಞಾನದ ಅರಿವು ಮೂಡಿಸಲು ಸತತ ಪ್ರಯತ್ನ ಅಗತ್ಯವಿದೆ. ಇದಕ್ಕಾಗಿ ವಿವಿಧ ಜಾಗೃತಿ ಕಾರ್ಯಕ್ರಮಗಳ ಅಗತ್ಯವಿದ್ದು ಈ ಮೂಲಕ ಸಮಾಜದಲ್ಲಿ ಇರುವ ಅಂಧ ಶ್ರದ್ಧೆ ನಿವಾರಣೆ ಮಾಡಲು ಶ್ರಮಿಸಬೇಕಾಗಿದೆ ಎಂದು ವಿಜ್ಞಾನ ಹಾಗೂ ಪರಿಸರ ಚಿಂತಕರಾದ ಹೆಚ್.ಎ. ಪುರುಷೋತ್ತಮರಾವ್ ಅಭಿಪ್ರಾಯಪಟ್ಟರು. ಮುನೇಶ್ವರ ನಗರದ ತಮ್ಮ ಗೃಹ ಕಚೇರಿಯಲ್ಲಿ ಕರ್ನಾಟಕ ಜ್ಞಾನ ವಿಜ್ಞಾನ ಜಿಲ್ಲಾ ಸಮಿತಿ ಏರ್ಪಡಿಸಿದ ಸದಸ್ಯತ್ವ ಆಂದೋಲನ ಕಾರ್ಯಕ್ರಮದಲ್ಲಿ ಸ್ವತಃ ಸದಸ್ಯರಾಗುವ ಮೂಲಕ ಕಾರ್ಯಕ್ರಮಕ್ಕೆ ಚಾಲನೆ ನೀಡಿ ಮಾತನಾಡಿದರು. ದಿನೇ ದಿನೇ ಬೆಳೆಯುತ್ತಿರುವ ಇಂದಿನ ಸಮಾಜದಲ್ಲಿ ಕೇವಲ ಪರಿಸರ ಸಂರಕ್ಷಣೆ ಅಲ್ಲದೆ ಆರೋಗ್ಯ ಸ್ವಚ್ಛತೆ ಕುರಿತು ಜನಜಾಗೃತಿ ಉಂಟುಮಾಡಲು ಪ್ರತಿಯೊಬ್ಬರು ತಮ್ಮನ್ನು ತಾವು ತೊಡಗಿಸಿಕೊಳ್ಳುವ ಅಗತ್ಯವಿದೆ ಎಂದರು. ಶಾಲಾ ಶಿಕ್ಷಣ ಇಲಾಖೆ ನಿವೃತ್ತ ಶಿಕ್ಷಣಾಧಿಕಾರಿ ಸಿ.ಆರ್.ಅಶೋಕ್ ಮಾತನಾಡಿ ವಿದ್ಯಾರ್ಥಿಗಳಲ್ಲಿ ವಿಜ್ಞಾನ ಮತ್ತು ಪ್ರಾಯೋಗಿಕ ಜ್ಞಾನದ ಅರಿವು ನೀಡುವುದು ಈ ಮೂಲಕ ಸಮಾಜದಲ್ಲಿರುವ ಮೂಢನಂಬಿಕೆಗಳಿಂದ ಹೊರಬರಲು ಪ್ರತಿಯೊಬ್ಬ ವಿದ್ಯಾವಂತ ಜನರು ಸಮಿತಿಯ ಸದಸ್ಯರಾಗಬೇಕು ಎಂದರು. ಕರ್ನಾಟಕ ಜ್ಞಾನ ವಿಜ್ಞಾನ ಸಮಿತಿ ಜಿಲ್ಲಾಧ್ಯಕ್ಷ ಜಿ.ಶ್ರೀನಿವಾಸ್ ತಿಳಿಸಿದರು. ರಾಜ್ಯ ಮುಖಂಡ ಕೆ.ಎ. ಜಗನ್ನಾಥ್, ಜಿಲ್ಲಾ ಕಾರ್ಯದರ್ಶಿ ವಿ.ಮಂಜುಳಾ, ಉಪನ್ಯಾಸಕ ಶ್ರೀನಿವಾಸ ಪ್ರಸಾದ್, ಧನಲಕ್ಷ್ಮಿ ಪುರುಷೋತ್ತಮರಾವ್, ನಾರಾಯಣಸ್ವಾಮಿ, ರಾಜೇಶ್, ಶ್ರೀನಿವಾಸ್, ಗಣೇಶ್, ಚಂದ್ರಪ್ಪ ಉಪಸ್ಥಿತರಿದ್ದರು.: [445, 121, 690, 261]
headline-vijnana: ವಿಜ್ಞಾನ ಜನಸಾಮಾನ್ಯರನ್ನು ತಲುಪಲಿ: [445, 95, 641, 115]
dateline: ಬಂಗಾರಪೇಟೆ:: [488, 771, 521, 779]
headline-manjunath: ತಳ ಮಟ್ಟದಿಂದ ಪಕ್ಷ ಸಂಘಟನೆಗೆ ಒತ್ತು ನೀಡಿ: [28, 1179, 366, 1207]
